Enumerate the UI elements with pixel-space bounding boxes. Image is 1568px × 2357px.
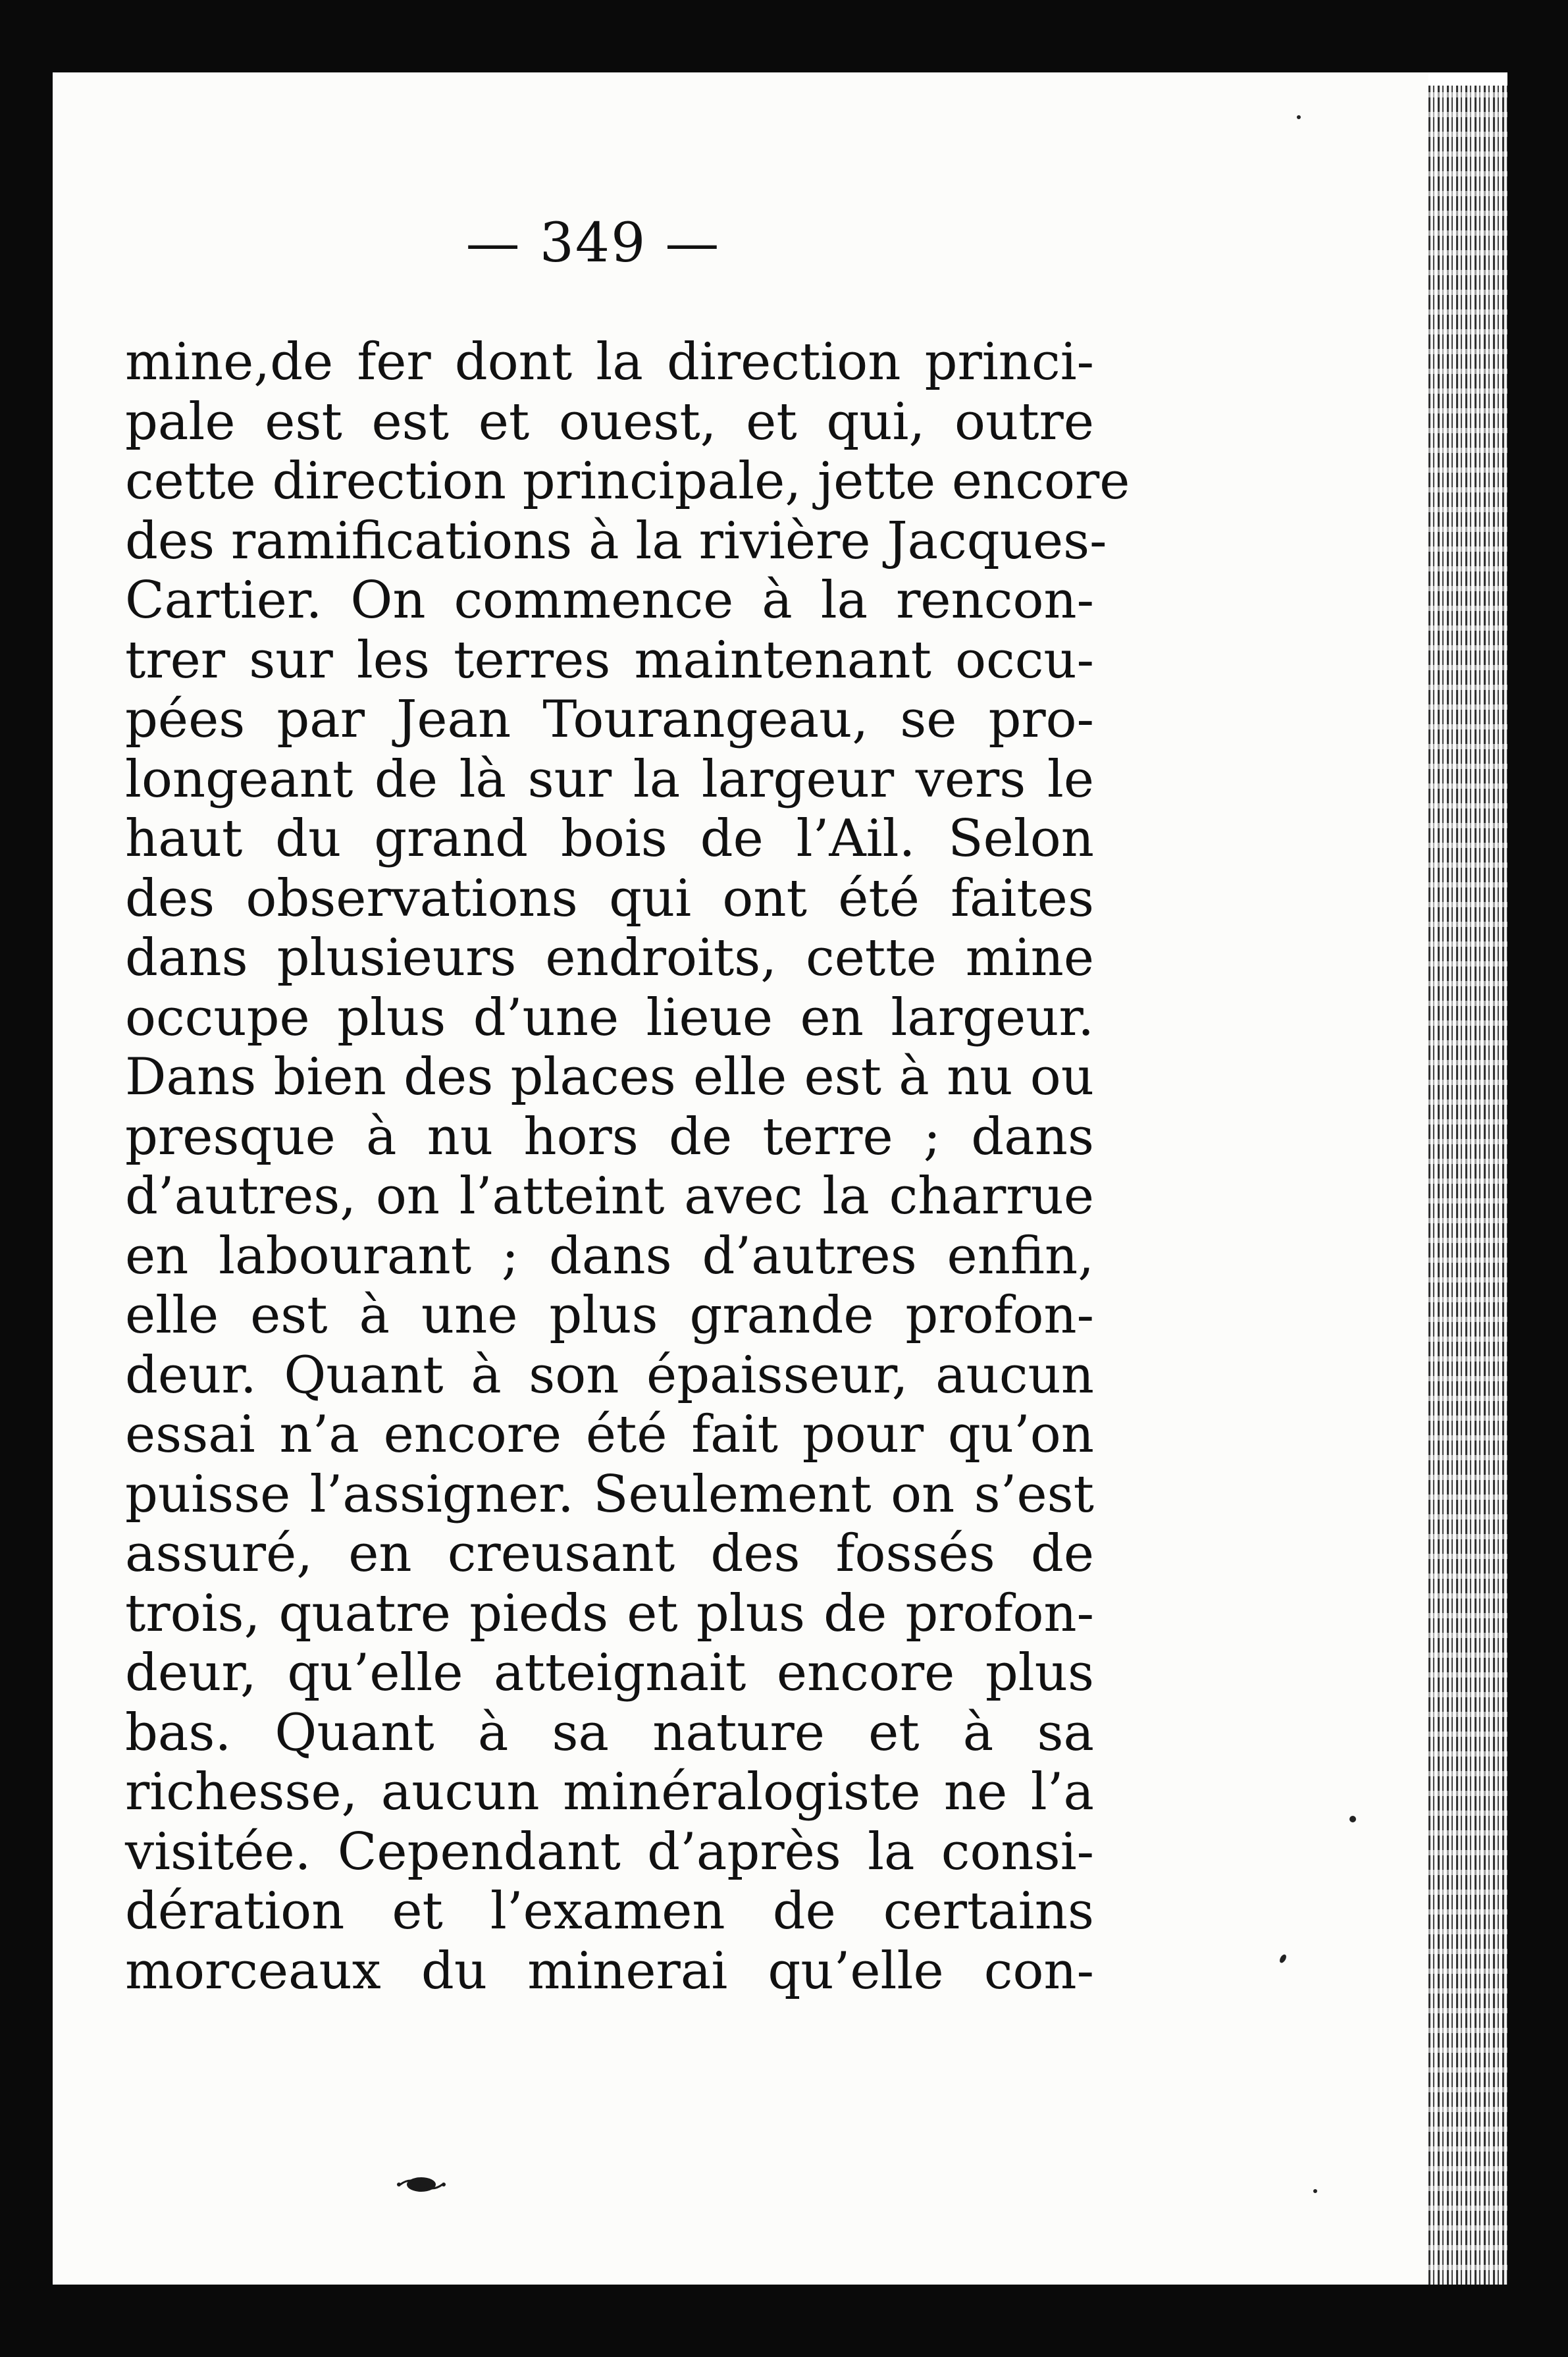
text-line: puisse l’assigner. Seulement on s’est	[125, 1464, 1094, 1524]
text-line: d’autres, on l’atteint avec la charrue	[125, 1167, 1094, 1226]
page-edge-shade	[1428, 86, 1507, 2285]
ink-ornament-icon	[394, 2171, 449, 2198]
text-line: en labourant ; dans d’autres enfin,	[125, 1226, 1094, 1286]
text-line: occupe plus d’une lieue en largeur.	[125, 988, 1094, 1047]
text-line: Dans bien des places elle est à nu ou	[125, 1047, 1094, 1107]
ink-speck	[1349, 1816, 1356, 1822]
text-line: visitée. Cependant d’après la consi-	[125, 1822, 1094, 1882]
text-line: bas. Quant à sa nature et à sa	[125, 1703, 1094, 1762]
text-line: haut du grand bois de l’Ail. Selon	[125, 809, 1094, 868]
text-line: deur. Quant à son épaisseur, aucun	[125, 1345, 1094, 1405]
ink-speck	[1297, 115, 1301, 119]
ink-speck	[1313, 2189, 1317, 2193]
text-line: presque à nu hors de terre ; dans	[125, 1107, 1094, 1167]
text-line: cette direction principale, jette encore	[125, 452, 1130, 511]
scan-border-left	[0, 0, 53, 2357]
text-line: des ramifications à la rivière Jacques-	[125, 511, 1107, 571]
text-line: morceaux du minerai qu’elle con-	[125, 1941, 1094, 2001]
text-line: deur, qu’elle atteignait encore plus	[125, 1643, 1094, 1703]
page-number: — 349 —	[465, 212, 721, 275]
scan-border-top	[0, 0, 1568, 72]
scan-border-bottom	[0, 2285, 1568, 2357]
text-line: elle est à une plus grande profon-	[125, 1286, 1094, 1345]
text-line: dération et l’examen de certains	[125, 1882, 1094, 1941]
text-line: trer sur les terres maintenant occu-	[125, 630, 1094, 690]
scan-border-right	[1507, 0, 1568, 2357]
text-line: pale est est et ouest, et qui, outre	[125, 392, 1094, 452]
text-line: trois, quatre pieds et plus de profon-	[125, 1583, 1094, 1643]
body-text	[125, 332, 1130, 2001]
text-line: dans plusieurs endroits, cette mine	[125, 928, 1094, 988]
text-line: longeant de là sur la largeur vers le	[125, 749, 1094, 809]
text-line: pées par Jean Tourangeau, se pro-	[125, 690, 1094, 749]
text-line: essai n’a encore été fait pour qu’on	[125, 1405, 1094, 1464]
text-line: Cartier. On commence à la rencon-	[125, 571, 1094, 630]
text-line: des observations qui ont été faites	[125, 868, 1094, 928]
text-line: richesse, aucun minéralogiste ne l’a	[125, 1762, 1094, 1822]
text-line: assuré, en creusant des fossés de	[125, 1524, 1094, 1583]
text-line: mine,de fer dont la direction princi-	[125, 332, 1094, 392]
